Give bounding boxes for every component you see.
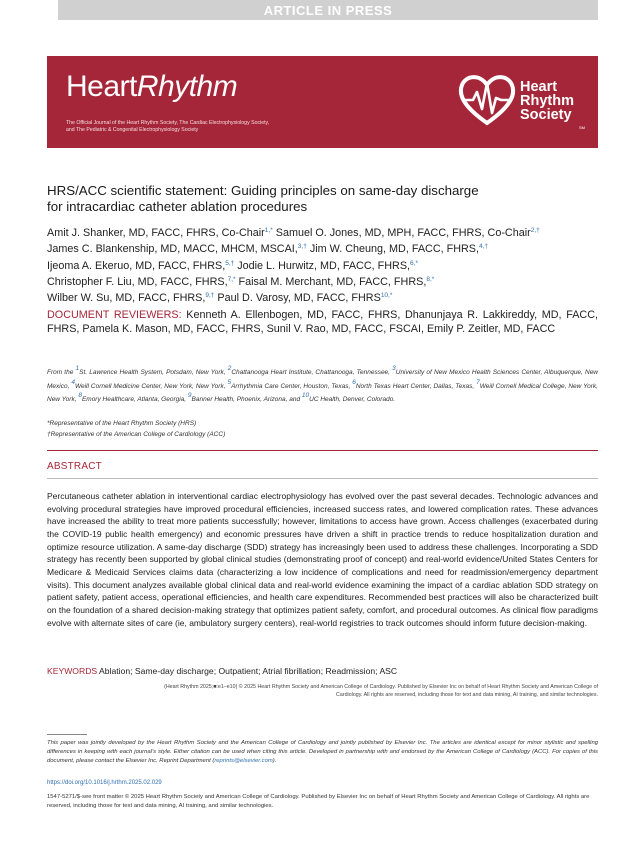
note-hrs: *Representative of the Heart Rhythm Society (HRS) [47,420,197,427]
affiliation-mark: 7 [476,378,480,386]
article-title-line: HRS/ACC scientific statement: Guiding principles on same-day discharge [47,183,479,198]
author-name: Faisal M. Merchant, MD, FACC, FHRS, [235,275,427,288]
affiliation-text: University of New Mexico Health Sciences Center, Albuquerque, New Mexico, [47,369,598,390]
citation [47,683,598,699]
journal-subtitle-line: The Official Journal of the Heart Rhythm Society, The Cardiac Electrophysiology Society, [66,120,270,126]
heart-ecg-icon [456,69,518,131]
abstract-body: Percutaneous catheter ablation in interventional cardiac electrophysiology has evolved over the past several decades. Technologic advances and evolving procedural strategies have improved procedural efficiencies, increased success rates, and lowered complication rates. These advances have increased the ability to treat more patients successfully; however, limitations to access have grown. Access challenges (exacerbated during the COVID-19 public health emergency) and economic pressures have driven a shift in practice trends to reduce hospitalization duration and optimize resource utilization. A same-day discharge (SDD) strategy has increasingly been used to address these challenges. Incorporating a SDD strategy has recently been supported by global clinical studies (demonstrating proof of concept) and real-world evidence/United States Centers for Medicare & Medicaid Services claims data (characterizing a low incidence of complications and need for readmission/emergency department visits). This document analyzes available global clinical data and real-world evidence examining the impact of a cardiac ablation SDD strategy on patient safety, patient access, operational efficiencies, and health care expenditures. Recommended best practices will also be characterized built on the foundation of a shared decision-making strategy that optimizes patient safety, comfort, and procedural outcomes. As clinical flow paradigms evolve with alternate sites of care (ie, ambulatory surgery centers), real-world registries to track outcomes should inform future decision-making. [47,491,598,628]
service-mark: SM [579,125,585,130]
hrs-logo-text [520,80,574,122]
note-acc: †Representative of the American College of Cardiology (ACC) [47,430,226,438]
citation-line: (Heart Rhythm 2025;■:e1–e10) © 2025 Heart Rhythm Society and American College of Cardiology. Published by Elsevier Inc on behalf of Heart Rhythm Society and American College of [164,684,598,690]
section-divider [47,450,598,451]
citation-line: Cardiology. All rights are reserved, including those for text and data mining, AI training, and similar technologies. [336,692,598,698]
affiliation-text: St. Lawrence Health System, Potsdam, New York, [79,369,228,376]
keywords [47,666,397,676]
author-name: Samuel O. Jones, MD, MPH, FACC, FHRS, Co-Chair [272,227,531,239]
author-affiliation-mark[interactable]: 8,* [426,275,435,283]
article-in-press-banner: ARTICLE IN PRESS [58,0,598,20]
affiliation-text: Weill Cornell Medicine Center, New York, New York, [74,382,228,390]
article-title-line: for intracardiac catheter ablation procedures [47,199,308,214]
affiliation-mark: 5 [227,378,232,386]
footnote-text: This paper was jointly developed by the Heart Rhythm Society and the American College of Cardiology and jointly published by Elsevier Inc. The articles are identical except for minor stylistic and spelling differences in keeping with each journal's style. Either citation can be used when citing this article. Developed in partnership with and endorsed by the American College of Cardiology (ACC). For copies of this document, please contact the Elsevier Inc. Reprint Department ( [47,740,598,764]
author-affiliation-mark[interactable]: 7,* [227,275,236,283]
representation-notes [47,419,225,440]
journal-title-italic: Rhythm [136,70,238,103]
reviewers-label: DOCUMENT REVIEWERS: [47,309,182,321]
affiliation-mark: 9 [187,392,192,400]
journal-title-regular: Heart [66,70,137,103]
reviewers-names: Kenneth A. Ellenbogen, MD, FACC, FHRS, Dhanunjaya R. Lakkireddy, MD, FACC, FHRS, Pamela K. Mason, MD, FACC, FHRS, Sunil V. Rao, MD, FACC, FSCAI, Emily P. Zeitler, MD, FACC [47,309,598,335]
author-affiliation-mark[interactable]: 5,† [225,259,235,267]
affiliation-mark: 3 [392,365,396,372]
author-affiliation-mark[interactable]: 9,† [205,292,215,300]
author-line [47,240,607,256]
affiliation-text: North Texas Heart Center, Dallas, Texas, [355,382,477,390]
author-affiliation-mark[interactable]: 6,* [410,259,418,267]
author-affiliation-mark[interactable]: 3,† [297,243,307,251]
author-name: Paul D. Varosy, MD, FACC, FHRS [214,292,381,305]
affiliation-mark: 2 [227,365,232,372]
author-line [47,224,607,240]
affiliations [47,364,598,405]
author-affiliation-mark[interactable]: 2,† [530,227,540,234]
affiliation-mark: 4 [71,378,75,386]
author-line [47,257,607,273]
document-reviewers [47,309,598,337]
affiliation-text: UC Health, Denver, Colorado. [309,396,396,404]
footnote-end: ). [272,757,277,764]
journal-title [66,70,237,104]
footnote [47,739,598,765]
author-affiliation-mark[interactable]: 10,* [380,292,393,300]
affiliation-mark: 6 [352,378,356,386]
keywords-list: Ablation; Same-day discharge; Outpatient; Atrial fibrillation; Readmission; ASC [97,666,398,676]
hrs-logo [456,69,586,135]
author-line [47,289,607,305]
affiliation-text: From the [47,369,76,376]
reprints-email-link[interactable]: reprints@elsevier.com [214,757,273,764]
logo-line: Society [520,107,572,123]
copyright-notice: 1547-5271/$-see front matter © 2025 Heart Rhythm Society and American College of Cardiology. Published by Elsevier Inc on behalf of Heart Rhythm Society and American College of Cardiology. All rights are reserved, including those for text and data mining, AI training, and similar technologies. [47,794,590,809]
section-divider [47,478,598,479]
logo-line: Heart [520,79,558,95]
affiliation-text: Weill Cornell Medical College, New York, New York, [47,382,598,404]
journal-subtitle-line: and The Pediatric & Congenital Electrophysiology Society [66,127,199,133]
author-name: Jodie L. Hurwitz, MD, FACC, FHRS, [234,259,411,272]
author-name: Amit J. Shanker, MD, FACC, FHRS, Co-Chair [47,227,265,239]
affiliation-text: Arrhythmia Care Center, Houston, Texas, [231,382,353,390]
journal-header [47,56,598,148]
author-list [47,224,607,305]
affiliation-text: Banner Health, Phoenix, Arizona, and [191,396,302,404]
author-affiliation-mark[interactable]: 4,† [479,243,489,251]
doi-link[interactable]: https://doi.org/10.1016/j.hrthm.2025.02.029 [47,780,162,786]
author-affiliation-mark[interactable]: 1,* [264,227,273,234]
keywords-label: KEYWORDS [47,666,98,676]
affiliation-text: Emory Healthcare, Atlanta, Georgia, [81,396,188,404]
journal-subtitle [66,120,326,134]
author-name: Wilber W. Su, MD, FACC, FHRS, [47,292,206,305]
author-name: Christopher F. Liu, MD, FACC, FHRS, [47,275,228,288]
author-name: Jim W. Cheung, MD, FACC, FHRS, [306,243,480,256]
affiliation-mark: 8 [78,392,82,400]
affiliation-mark: 1 [75,365,80,372]
footnote-rule [47,734,87,735]
abstract-heading: ABSTRACT [47,461,102,472]
author-name: James C. Blankenship, MD, MACC, MHCM, MSCAI, [47,243,298,256]
affiliation-text: Chattanooga Heart Institute, Chattanooga, Tennessee, [231,369,393,376]
affiliation-mark: 10 [301,392,310,400]
author-line [47,273,607,289]
logo-line: Rhythm [520,93,574,109]
author-name: Ijeoma A. Ekeruo, MD, FACC, FHRS, [47,259,226,272]
article-title [47,183,607,215]
